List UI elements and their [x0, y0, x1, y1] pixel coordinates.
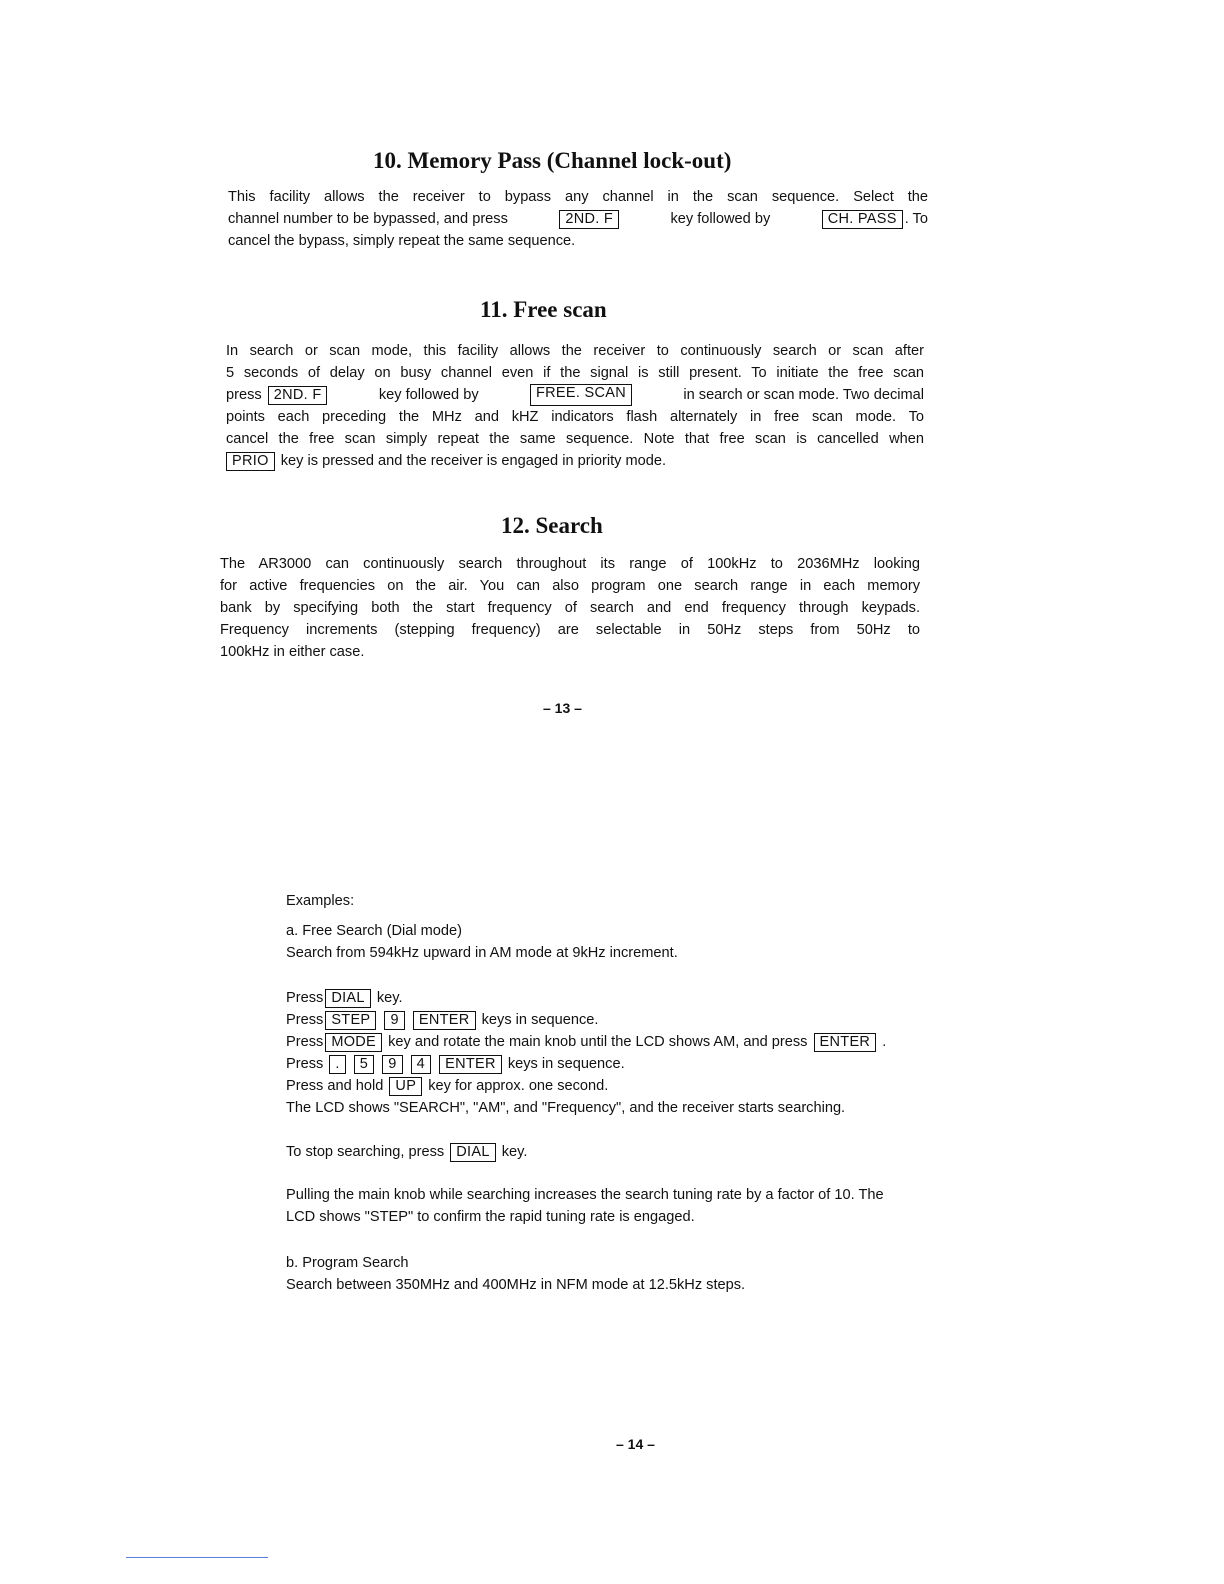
step-line — [286, 1031, 1006, 1053]
text-line: In search or scan mode, this facility allows the receiver to continuously search or scan after — [226, 343, 924, 359]
text-line: Frequency increments (stepping frequency) are selectable in 50Hz steps from 50Hz to — [220, 622, 920, 638]
text-line: Search between 350MHz and 400MHz in NFM mode at 12.5kHz steps. — [286, 1277, 746, 1293]
step-line: The LCD shows "SEARCH", "AM", and "Frequency", and the receiver starts searching. — [286, 1100, 846, 1116]
text-fragment: key followed by — [378, 387, 479, 403]
stop-instruction — [286, 1141, 1006, 1163]
step-line — [286, 1141, 1006, 1163]
text-line: Pulling the main knob while searching increases the search tuning rate by a factor of 10. The — [286, 1187, 884, 1203]
text-line — [226, 450, 924, 472]
key-5: 5 — [354, 1055, 374, 1074]
text-fragment: key for approx. one second. — [428, 1078, 609, 1094]
step-line — [286, 1075, 1006, 1097]
text-fragment: Press and hold — [286, 1078, 384, 1094]
key-2nd-f: 2ND. F — [559, 210, 619, 229]
text-line: b. Program Search — [286, 1255, 409, 1271]
text-line: cancel the bypass, simply repeat the same sequence. — [228, 233, 576, 249]
examples-heading — [286, 890, 1006, 912]
key-9: 9 — [384, 1011, 404, 1030]
key-4: 4 — [411, 1055, 431, 1074]
text-fragment: . — [882, 1034, 887, 1050]
text-fragment: key. — [501, 1144, 528, 1160]
text-fragment: Press — [286, 1056, 324, 1072]
step-line — [286, 987, 1006, 1009]
text-fragment: key and rotate the main knob until the LCD shows AM, and press — [388, 1034, 808, 1050]
text-fragment: key is pressed and the receiver is engaged in priority mode. — [280, 453, 667, 469]
text-line: for active frequencies on the air. You can also program one search range in each memory — [220, 578, 920, 594]
section-title-free-scan: 11. Free scan — [480, 297, 607, 322]
key-enter: ENTER — [413, 1011, 476, 1030]
key-ch-pass: CH. PASS — [822, 210, 903, 229]
key-2nd-f: 2ND. F — [268, 386, 328, 405]
page-number-13: – 13 – — [543, 700, 582, 716]
pulling-note — [286, 1184, 1006, 1228]
example-b-header — [286, 1252, 1006, 1296]
step-line — [286, 1009, 1006, 1031]
text-fragment: keys in sequence. — [481, 1012, 599, 1028]
text-line: points each preceding the MHz and kHZ indicators flash alternately in free scan mode. To — [226, 409, 924, 425]
example-a-header — [286, 920, 1006, 964]
text-line: 5 seconds of delay on busy channel even if the signal is still present. To initiate the free scan — [226, 365, 924, 381]
key-decimal: . — [329, 1055, 345, 1074]
text-fragment: To stop searching, press — [286, 1144, 445, 1160]
text-line: LCD shows "STEP" to confirm the rapid tuning rate is engaged. — [286, 1209, 695, 1225]
text-fragment: press — [226, 387, 262, 403]
text-fragment: in search or scan mode. Two decimal — [683, 387, 924, 403]
text-fragment: key followed by — [670, 211, 771, 227]
text-line: a. Free Search (Dial mode) — [286, 923, 463, 939]
free-scan-body — [226, 340, 924, 472]
text-line: Examples: — [286, 893, 355, 909]
text-line: 100kHz in either case. — [220, 644, 365, 660]
text-fragment: key. — [376, 990, 403, 1006]
text-fragment: Press — [286, 1034, 324, 1050]
key-enter: ENTER — [814, 1033, 877, 1052]
text-fragment: Press — [286, 1012, 324, 1028]
text-line — [226, 384, 924, 406]
key-dial: DIAL — [450, 1143, 495, 1162]
text-fragment: keys in sequence. — [507, 1056, 625, 1072]
text-line: This facility allows the receiver to bypass any channel in the scan sequence. Select the — [228, 189, 928, 205]
key-dial: DIAL — [325, 989, 370, 1008]
key-enter: ENTER — [439, 1055, 502, 1074]
search-body — [220, 553, 920, 663]
step-line — [286, 1053, 1006, 1075]
key-prio: PRIO — [226, 452, 275, 471]
text-line: The AR3000 can continuously search throughout its range of 100kHz to 2036MHz looking — [220, 556, 920, 572]
section-title-search: 12. Search — [501, 513, 603, 538]
text-fragment: Press — [286, 990, 324, 1006]
footer-divider — [126, 1557, 268, 1558]
memory-pass-body — [228, 186, 928, 252]
page-number-14: – 14 – — [616, 1436, 655, 1452]
key-step: STEP — [325, 1011, 376, 1030]
example-a-steps — [286, 987, 1006, 1119]
text-line: bank by specifying both the start frequency of search and end frequency through keypads. — [220, 600, 920, 616]
key-up: UP — [389, 1077, 422, 1096]
key-9: 9 — [382, 1055, 402, 1074]
section-title-memory-pass: 10. Memory Pass (Channel lock-out) — [373, 148, 732, 173]
text-fragment: channel number to be bypassed, and press — [228, 211, 508, 227]
text-fragment: . To — [904, 211, 928, 227]
key-mode: MODE — [325, 1033, 382, 1052]
text-line: cancel the free scan simply repeat the same sequence. Note that free scan is cancelled when — [226, 431, 924, 447]
text-line — [228, 208, 928, 230]
text-line: Search from 594kHz upward in AM mode at 9kHz increment. — [286, 945, 678, 961]
key-free-scan: FREE. SCAN — [530, 384, 632, 406]
